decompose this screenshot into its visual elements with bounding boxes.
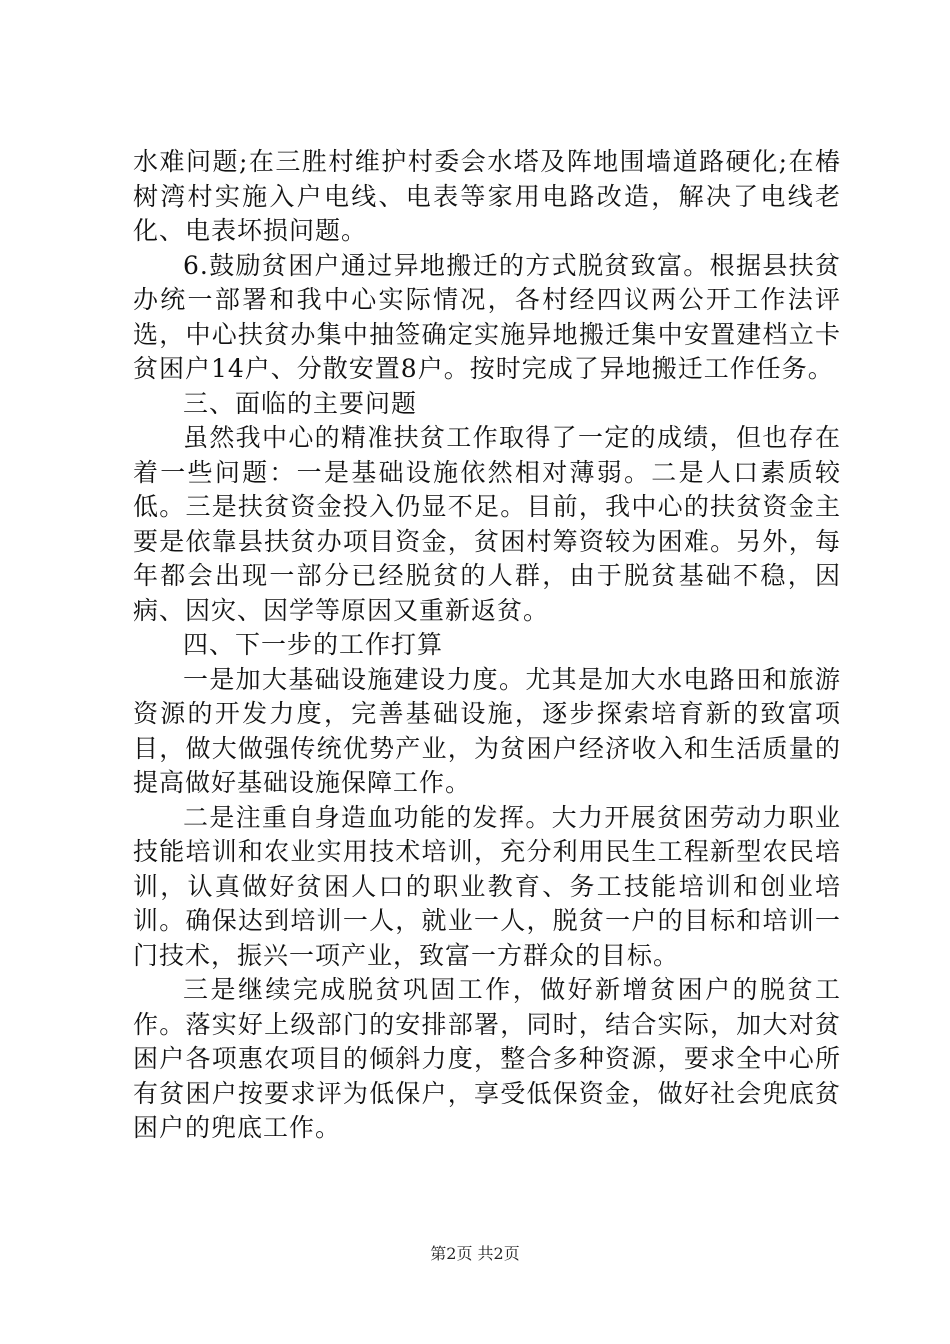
document-body xyxy=(133,145,841,1146)
paragraph-consolidation: 三是继续完成脱贫巩固工作，做好新增贫困户的脱贫工作。落实好上级部门的安排部署，同时，结合实际，加大对贫困户各项惠农项目的倾斜力度，整合多种资源，要求全中心所有贫困户按要求评为低保户，享受低保资金，做好社会兜底贫困户的兜底工作。 xyxy=(133,975,841,1142)
page-number-footer: 第2页 共2页 xyxy=(430,1244,520,1263)
paragraph-relocation: 6.鼓励贫困户通过异地搬迁的方式脱贫致富。根据县扶贫办统一部署和我中心实际情况，各村经四议两公开工作法评选，中心扶贫办集中抽签确定实施异地搬迁集中安置建档立卡贫困户14户、分散安置8户。按时完成了异地搬迁工作任务。 xyxy=(133,250,841,383)
section-heading-next-steps: 四、下一步的工作打算 xyxy=(183,630,444,659)
paragraph-problems: 虽然我中心的精准扶贫工作取得了一定的成绩，但也存在着一些问题：一是基础设施依然相对薄弱。二是人口素质较低。三是扶贫资金投入仍显不足。目前，我中心的扶贫资金主要是依靠县扶贫办项目资金，贫困村筹资较为困难。另外，每年都会出现一部分已经脱贫的人群，由于脱贫基础不稳，因病、因灾、因学等原因又重新返贫。 xyxy=(133,423,841,625)
paragraph-training: 二是注重自身造血功能的发挥。大力开展贫困劳动力职业技能培训和农业实用技术培训，充分利用民生工程新型农民培训，认真做好贫困人口的职业教育、务工技能培训和创业培训。确保达到培训一人，就业一人，脱贫一户的目标和培训一门技术，振兴一项产业，致富一方群众的目标。 xyxy=(133,802,841,970)
section-heading-problems: 三、面临的主要问题 xyxy=(183,388,418,418)
paragraph-continuation: 水难问题;在三胜村维护村委会水塔及阵地围墙道路硬化;在椿树湾村实施入户电线、电表等家用电路改造，解决了电线老化、电表坏损问题。 xyxy=(133,147,841,245)
paragraph-infrastructure: 一是加大基础设施建设力度。尤其是加大水电路田和旅游资源的开发力度，完善基础设施，逐步探索培育新的致富项目，做大做强传统优势产业，为贫困户经济收入和生活质量的提高做好基础设施保障工作。 xyxy=(133,664,841,797)
